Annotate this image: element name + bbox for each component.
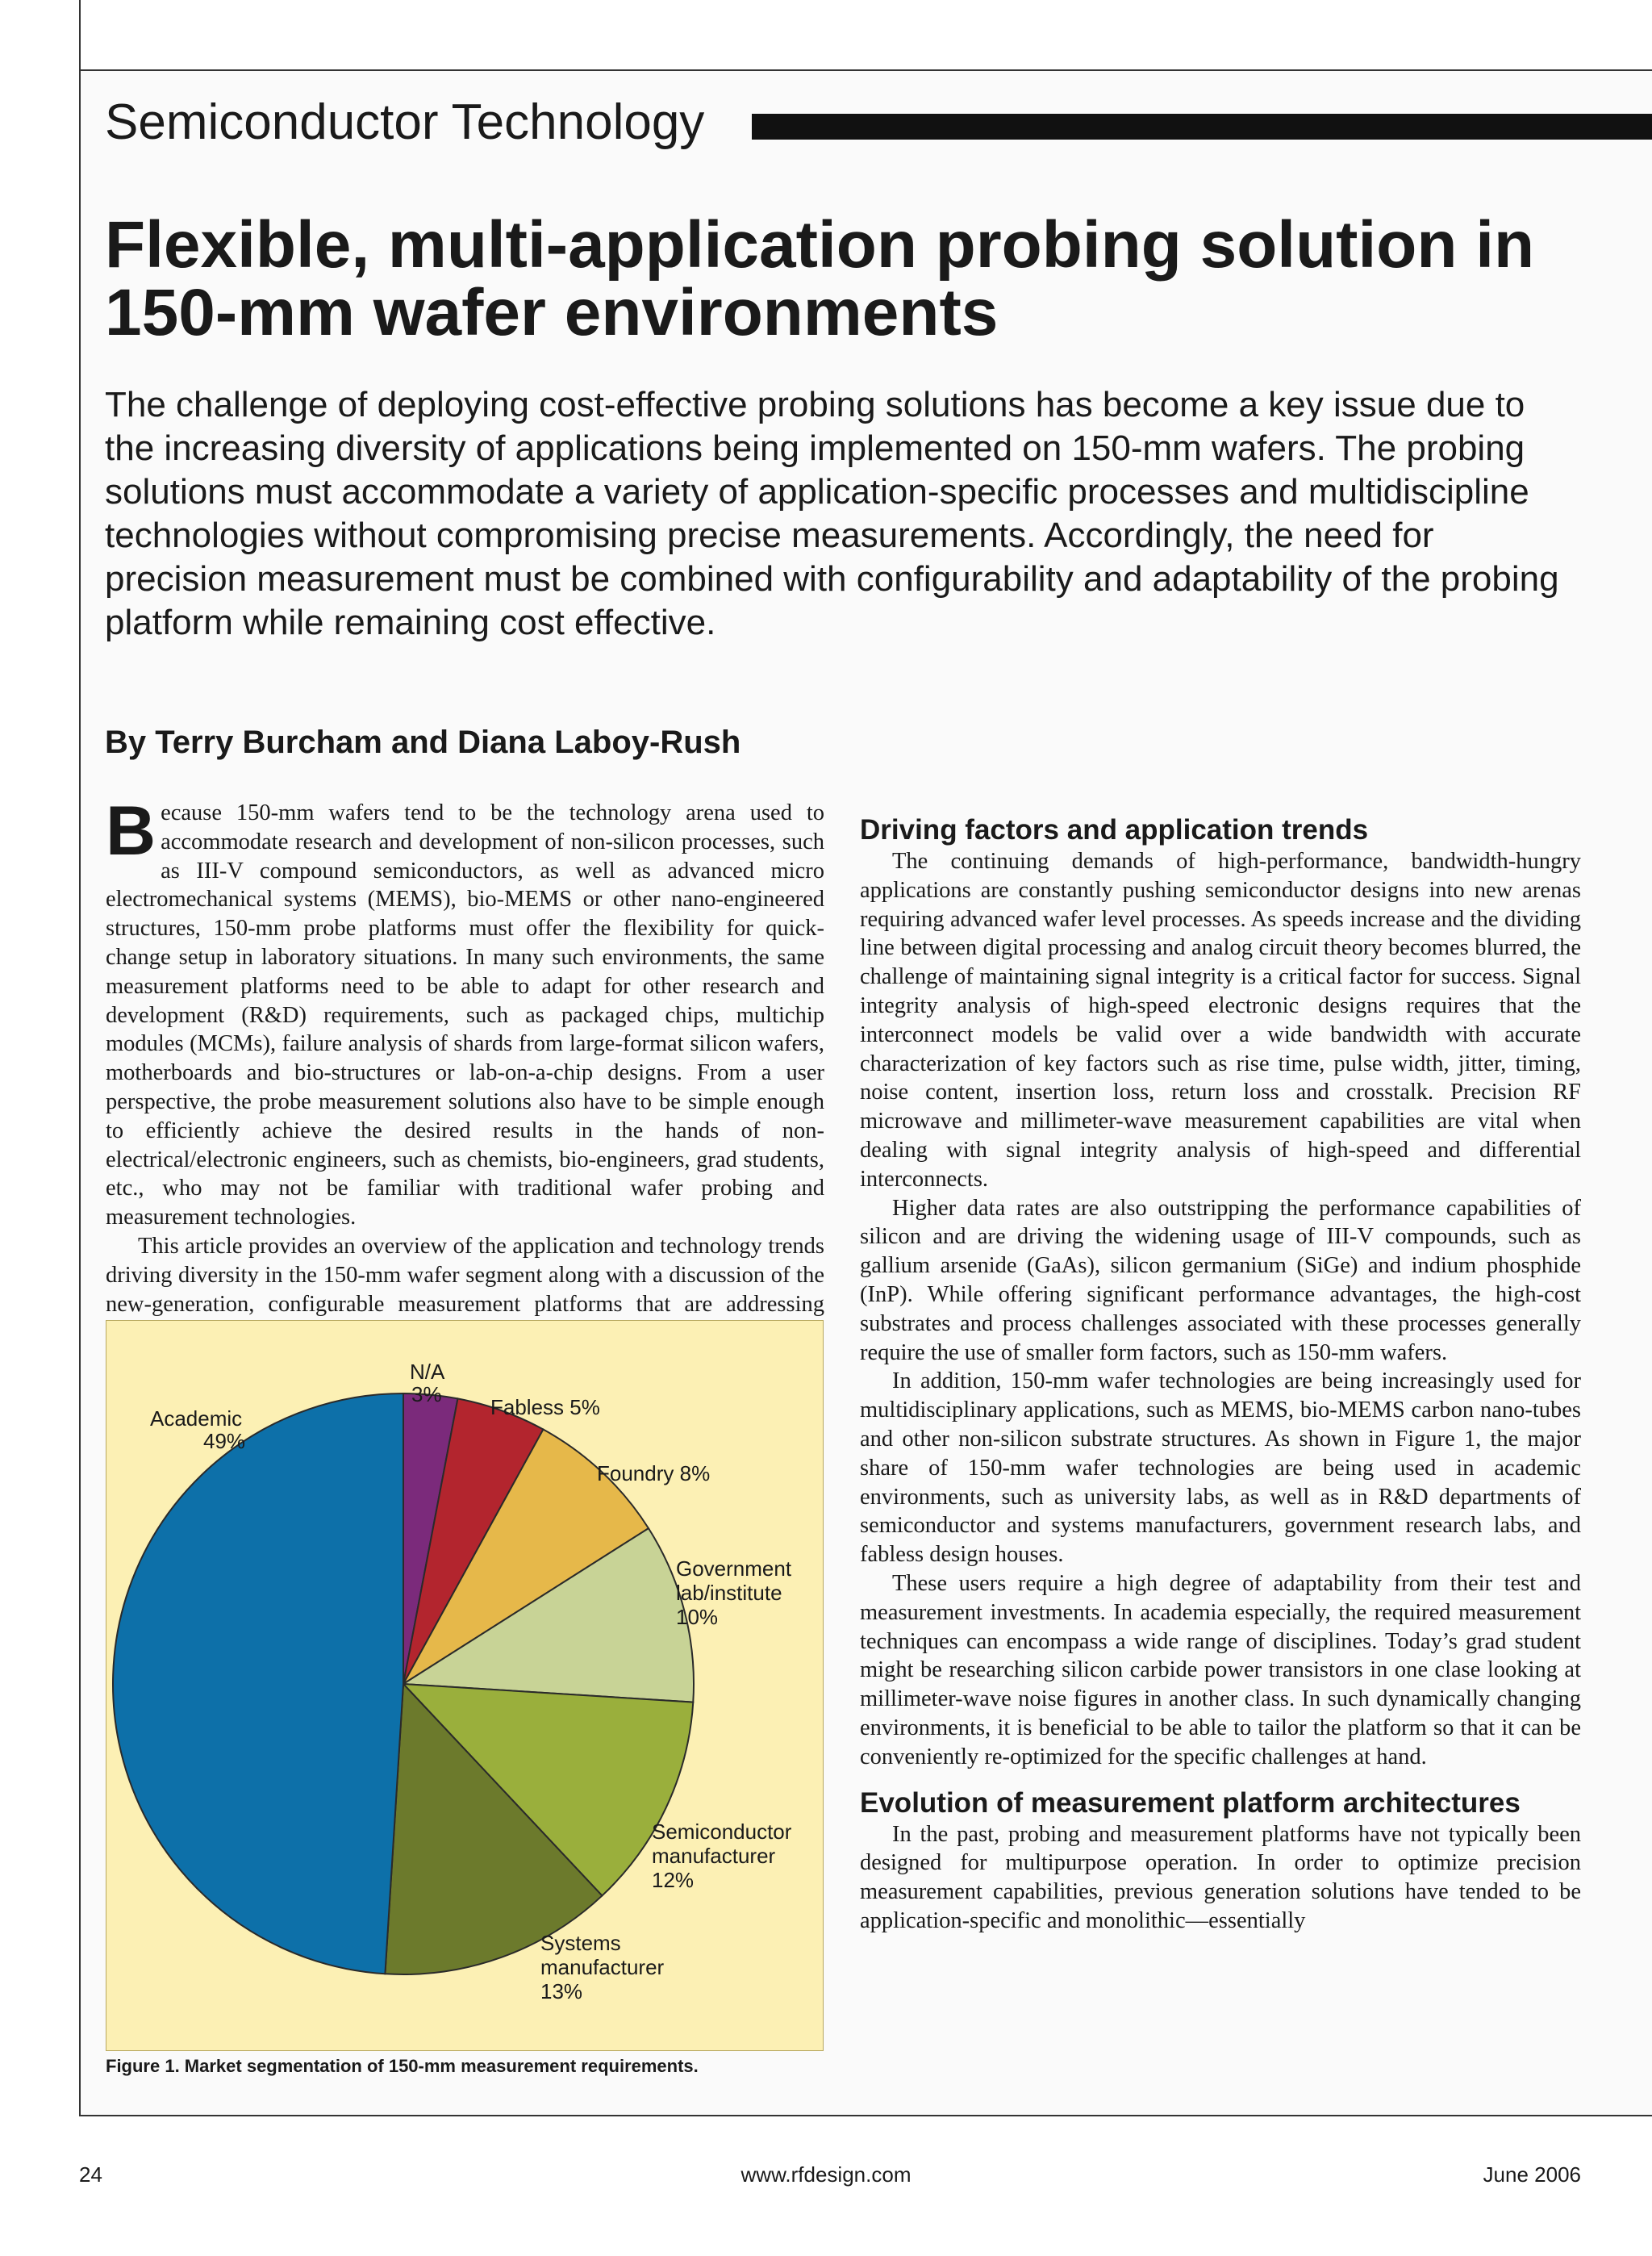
label-systems-3: 13% [540, 1979, 583, 2003]
section1-paragraph-2: Higher data rates are also outstripping the performance capabilities of silicon and are driving the widening usage of III-V compounds, such as gallium arsenide (GaAs), silicon germanium (SiGe) and indium phosphide (InP). While offering significant performance advantages, the high-cost substrates and process challenges associated with these processes generally require the use of smaller form factors, such as 150-mm wafers. [860, 1195, 1581, 1365]
label-fabless: Fabless 5% [490, 1395, 600, 1419]
label-government-2: lab/institute [676, 1581, 782, 1605]
label-government-1: Government [676, 1556, 792, 1581]
section1-paragraph-3: In addition, 150-mm wafer technologies are being increasingly used for multidisciplinary applications, such as MEMS, bio-MEMS carbon nano-tubes and other non-silicon substrate structures. As shown in Figure 1, the major share of 150-mm wafer technologies are being used in academic environments, such as university labs, as well as in R&D departments of semiconductor and systems manufacturers, government research labs, and fabless design houses. [860, 1368, 1581, 1568]
figure-caption: Figure 1. Market segmentation of 150-mm measurement requirements. [106, 2056, 699, 2076]
label-semiconductor-3: 12% [652, 1868, 695, 1892]
right-column [860, 799, 1581, 1936]
section-title: Semiconductor Technology [105, 94, 705, 150]
section2-paragraph-1: In the past, probing and measurement platforms have not typically been designed for multipurpose operation. In order to optimize precision measurement capabilities, previous generation solutions have tended to be application-specific and monolithic—essentially [860, 1821, 1581, 1933]
intro-paragraph-2: This article provides an overview of the application and technology trends driving diversity in the 150-mm wafer segment along with a discussion of the new-generation, configurable measurement platforms that are addressing [106, 1233, 824, 1317]
intro-paragraph-1 [106, 792, 824, 1232]
label-academic-pct: 49% [203, 1429, 246, 1453]
footer-url: www.rfdesign.com [740, 2162, 912, 2187]
page-number: 24 [79, 2162, 102, 2187]
section1-paragraph-4: These users require a high degree of adaptability from their test and measurement investments. In academia especially, the required measurement techniques can encompass a wide range of disciplines. Today’s grad student might be researching silicon carbide power transistors in one clase looking at millimeter-wave noise figures in another class. In such dynamically changing environments, it is beneficial to be able to tailor the platform so that it can be conveniently re-optimized for the specific challenges at hand. [860, 1570, 1581, 1769]
label-academic-name: Academic [150, 1406, 243, 1431]
footer-date: June 2006 [1483, 2162, 1581, 2187]
label-systems-1: Systems [540, 1931, 621, 1955]
label-foundry: Foundry 8% [597, 1461, 711, 1485]
left-column [106, 792, 824, 1347]
frame-bottom-rule [79, 2115, 1652, 2116]
label-systems-2: manufacturer [540, 1955, 665, 1979]
article-title: Flexible, multi-application probing solution in 150-mm wafer environments [105, 208, 1535, 349]
article-deck: The challenge of deploying cost-effective probing solutions has become a key issue due to the increasing diversity of applications being implemented on 150-mm wafers. The probing solutions must accommodate a variety of application-specific processes and multidiscipline technologies without compromising precise measurements. Accordingly, the need for precision measurement must be combined with configurability and adaptability of the probing platform while remaining cost effective. [105, 385, 1559, 642]
label-na-name: N/A [410, 1360, 445, 1384]
byline: By Terry Burcham and Diana Laboy-Rush [105, 725, 741, 760]
heading-driving-factors: Driving factors and application trends [860, 814, 1369, 846]
label-government-3: 10% [676, 1605, 719, 1629]
label-semiconductor-2: manufacturer [652, 1844, 776, 1868]
label-na-pct: 3% [411, 1382, 442, 1406]
section-bar [752, 114, 1652, 140]
label-semiconductor-1: Semiconductor [652, 1819, 792, 1844]
drop-cap: B [106, 792, 156, 870]
figure-1-pie-chart [106, 1320, 824, 2051]
section1-paragraph-1: The continuing demands of high-performance, bandwidth-hungry applications are constantly pushing semiconductor designs into new arenas requiring advanced wafer level processes. As speeds increase and the dividing line between digital processing and analog circuit theory becomes blurred, the challenge of maintaining signal integrity is a critical factor for success. Signal integrity analysis of high-speed electronic designs requires that the interconnect models be valid over a wide bandwidth with accurate characterization of key factors such as rise time, pulse width, jitter, timing, noise content, insertion loss, return loss and crosstalk. Precision RF microwave and millimeter-wave measurement capabilities are vital when dealing with signal integrity analysis of high-speed and differential interconnects. [860, 849, 1581, 1192]
pie-slice-academic [113, 1393, 403, 1974]
heading-evolution: Evolution of measurement platform architectures [860, 1786, 1521, 1819]
intro-paragraph-1-text: ecause 150-mm wafers tend to be the technology arena used to accommodate research and development of non-silicon processes, such as III-V compound semiconductors, as well as advanced micro electromechanical systems (MEMS), bio-MEMS or other nano-engineered structures, 150-mm probe platforms must offer the flexibility for quick-change setup in laboratory situations. In many such environments, the same measurement platforms need to be able to adapt for other research and development (R&D) requirements, such as packaged chips, multichip modules (MCMs), failure analysis of shards from large-format silicon wafers, motherboards and bio-structures or lab-on-a-chip designs. From a user perspective, the probe measurement solutions also have to be simple enough to efficiently achieve the desired results in the hands of non-electrical/electronic engineers, such as chemists, bio-engineers, grad students, etc., who may not be familiar with traditional wafer probing and measurement technologies. [106, 800, 824, 1230]
